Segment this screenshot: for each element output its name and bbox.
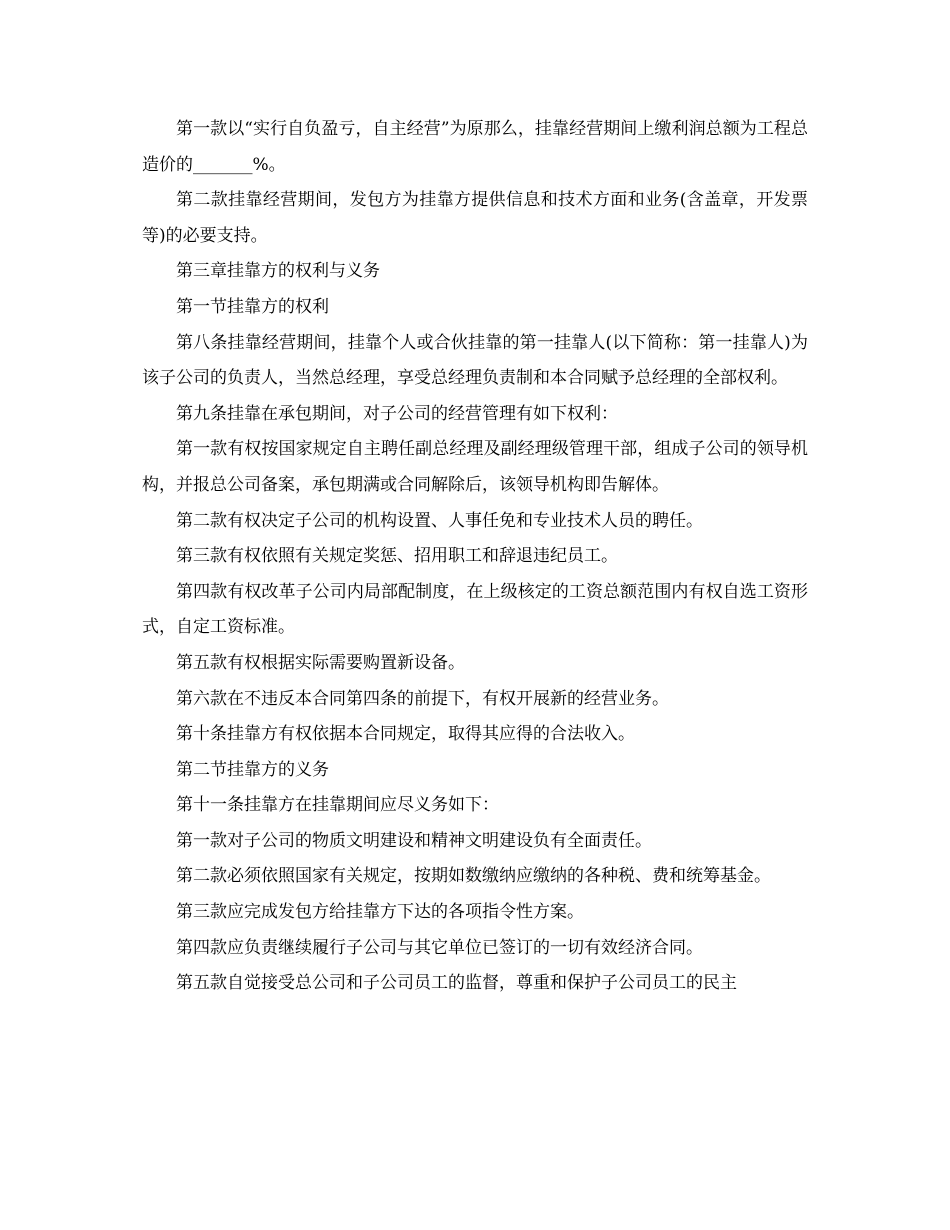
paragraph: 第十一条挂靠方在挂靠期间应尽义务如下： [176, 795, 499, 816]
paragraph: 第三款有权依照有关规定奖惩、招用职工和辞退违纪员工。 [176, 546, 618, 567]
paragraph: 第一款对子公司的物质文明建设和精神文明建设负有全面责任。 [176, 830, 652, 851]
paragraph: 第五款有权根据实际需要购置新设备。 [176, 652, 465, 673]
paragraph: 第二款必须依照国家有关规定，按期如数缴纳应缴纳的各种税、费和统筹基金。 [176, 866, 771, 887]
section-heading: 第二节挂靠方的义务 [176, 759, 329, 780]
chapter-heading: 第三章挂靠方的权利与义务 [176, 261, 380, 282]
paragraph: 第六款在不违反本合同第四条的前提下，有权开展新的经营业务。 [176, 688, 669, 709]
paragraph: 第九条挂靠在承包期间，对子公司的经营管理有如下权利： [176, 403, 618, 424]
paragraph: 第四款应负责继续履行子公司与其它单位已签订的一切有效经济合同。 [176, 937, 703, 958]
paragraph: 第三款应完成发包方给挂靠方下达的各项指令性方案。 [176, 902, 584, 923]
paragraph: 第一款以“实行自负盈亏，自主经营”为原那么，挂靠经营期间上缴利润总额为工程总造价的_______%。 [142, 119, 808, 175]
paragraph: 第五款自觉接受总公司和子公司员工的监督，尊重和保护子公司员工的民主 [176, 973, 737, 994]
paragraph: 第二款有权决定子公司的机构设置、人事任免和专业技术人员的聘任。 [176, 510, 703, 531]
paragraph: 第十条挂靠方有权依据本合同规定，取得其应得的合法收入。 [176, 724, 635, 745]
paragraph: 第八条挂靠经营期间，挂靠个人或合伙挂靠的第一挂靠人(以下简称：第一挂靠人)为该子公司的负责人，当然总经理，享受总经理负责制和本合同赋予总经理的全部权利。 [142, 332, 808, 389]
document-body [142, 112, 808, 1002]
paragraph: 第二款挂靠经营期间，发包方为挂靠方提供信息和技术方面和业务(含盖章，开发票等)的必要支持。 [142, 190, 808, 246]
paragraph: 第一款有权按国家规定自主聘任副总经理及副经理级管理干部，组成子公司的领导机构，并报总公司备案，承包期满或合同解除后，该领导机构即告解体。 [142, 439, 808, 495]
section-heading: 第一节挂靠方的权利 [176, 296, 329, 317]
paragraph: 第四款有权改革子公司内局部配制度，在上级核定的工资总额范围内有权自选工资形式，自定工资标准。 [142, 581, 808, 638]
